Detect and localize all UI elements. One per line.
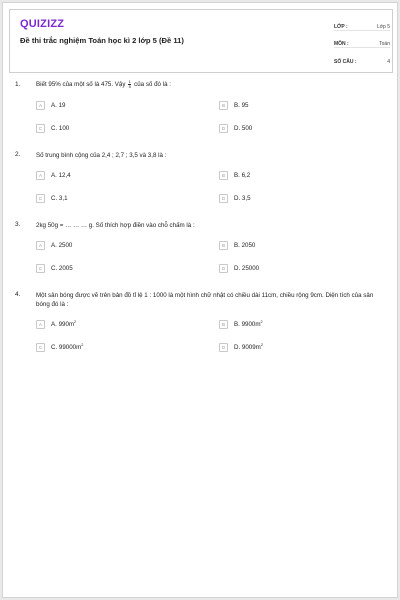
option-letter-box[interactable]: B xyxy=(219,241,228,250)
option-letter-box[interactable]: D xyxy=(219,264,228,273)
option-a[interactable] xyxy=(36,101,65,110)
question-text xyxy=(36,80,386,89)
option-letter-box[interactable]: C xyxy=(36,343,45,352)
option-letter-box[interactable]: B xyxy=(219,320,228,329)
option-letter-box[interactable]: B xyxy=(219,101,228,110)
option-text: D. 500 xyxy=(234,125,253,132)
meta-row-count xyxy=(334,52,390,65)
question-number: 4. xyxy=(15,291,21,298)
option-letter-box[interactable]: A xyxy=(36,320,45,329)
option-text: A. 2500 xyxy=(51,242,73,249)
meta-label: MÔN : xyxy=(334,41,349,47)
option-text: C. 3,1 xyxy=(51,195,68,202)
option-a[interactable] xyxy=(36,320,76,329)
option-d[interactable] xyxy=(219,124,252,133)
option-text: B. 95 xyxy=(234,102,249,109)
option-letter-box[interactable]: D xyxy=(219,194,228,203)
option-a[interactable] xyxy=(36,241,72,250)
question-number: 3. xyxy=(15,221,21,228)
option-letter-box[interactable]: D xyxy=(219,124,228,133)
option-letter-box[interactable]: C xyxy=(36,194,45,203)
unit-exponent: 2 xyxy=(74,319,77,324)
option-a[interactable] xyxy=(36,171,71,180)
fraction xyxy=(128,80,131,89)
option-text: A. 19 xyxy=(51,102,66,109)
option-text xyxy=(51,344,83,351)
option-value: D. 9009m xyxy=(234,344,261,351)
option-text: B. 2050 xyxy=(234,242,256,249)
meta-value: 4 xyxy=(387,59,390,65)
page-title: Đề thi trắc nghiệm Toán học kì 2 lớp 5 (Đề 11) xyxy=(20,36,184,45)
question-text: Số trung bình cộng của 2,4 ; 2,7 ; 3,5 và 3,8 là : xyxy=(36,152,167,159)
worksheet-header xyxy=(9,9,393,73)
option-d[interactable] xyxy=(219,194,251,203)
unit-exponent: 2 xyxy=(260,319,263,324)
meta-label: LỚP : xyxy=(334,24,348,30)
fraction-denominator: 5 xyxy=(128,84,131,89)
option-text xyxy=(234,344,263,351)
worksheet-page xyxy=(2,2,398,598)
option-value: C. 99000m xyxy=(51,344,82,351)
unit-exponent: 2 xyxy=(81,342,84,347)
option-text: C. 100 xyxy=(51,125,70,132)
option-text: D. 3,5 xyxy=(234,195,251,202)
meta-value: Toán xyxy=(379,41,390,47)
option-text: C. 2005 xyxy=(51,265,73,272)
question-number: 2. xyxy=(15,151,21,158)
option-text: D. 25000 xyxy=(234,265,260,272)
option-letter-box[interactable]: A xyxy=(36,171,45,180)
meta-panel xyxy=(334,18,390,69)
option-c[interactable] xyxy=(36,264,73,273)
meta-value: Lớp 5 xyxy=(376,24,390,30)
option-c[interactable] xyxy=(36,343,83,352)
question-number: 1. xyxy=(15,81,21,88)
question-text-before: Biết 95% của một số là 475. Vậy xyxy=(36,81,126,89)
option-b[interactable] xyxy=(219,171,250,180)
option-letter-box[interactable]: A xyxy=(36,241,45,250)
option-letter-box[interactable]: A xyxy=(36,101,45,110)
meta-row-subject xyxy=(334,35,390,48)
option-text xyxy=(234,321,263,328)
question-text: 2kg 50g = … … … g. Số thích hợp điền vào chỗ chấm là : xyxy=(36,222,195,229)
option-text xyxy=(51,321,76,328)
meta-label: SỐ CÂU : xyxy=(334,59,357,65)
option-text: B. 6,2 xyxy=(234,172,251,179)
option-d[interactable] xyxy=(219,264,259,273)
question-text-after: của số đó là : xyxy=(134,81,171,89)
quizizz-logo: QUIZIZZ xyxy=(20,18,65,30)
option-c[interactable] xyxy=(36,124,69,133)
option-b[interactable] xyxy=(219,241,255,250)
option-value: A. 990m xyxy=(51,321,75,328)
option-letter-box[interactable]: B xyxy=(219,171,228,180)
option-value: B. 9900m xyxy=(234,321,261,328)
option-letter-box[interactable]: D xyxy=(219,343,228,352)
option-text: A. 12,4 xyxy=(51,172,71,179)
meta-row-grade xyxy=(334,18,390,31)
option-b[interactable] xyxy=(219,101,248,110)
option-letter-box[interactable]: C xyxy=(36,264,45,273)
option-letter-box[interactable]: C xyxy=(36,124,45,133)
fraction-numerator: 1 xyxy=(128,79,131,84)
option-b[interactable] xyxy=(219,320,263,329)
option-d[interactable] xyxy=(219,343,263,352)
option-c[interactable] xyxy=(36,194,68,203)
unit-exponent: 2 xyxy=(260,342,263,347)
question-text: Một sân bóng được vẽ trên bản đồ tỉ lệ 1 : 1000 là một hình chữ nhật có chiều dài 11cm, chiều rộng 9cm. Diện tích của sân bóng đó là : xyxy=(36,292,374,308)
